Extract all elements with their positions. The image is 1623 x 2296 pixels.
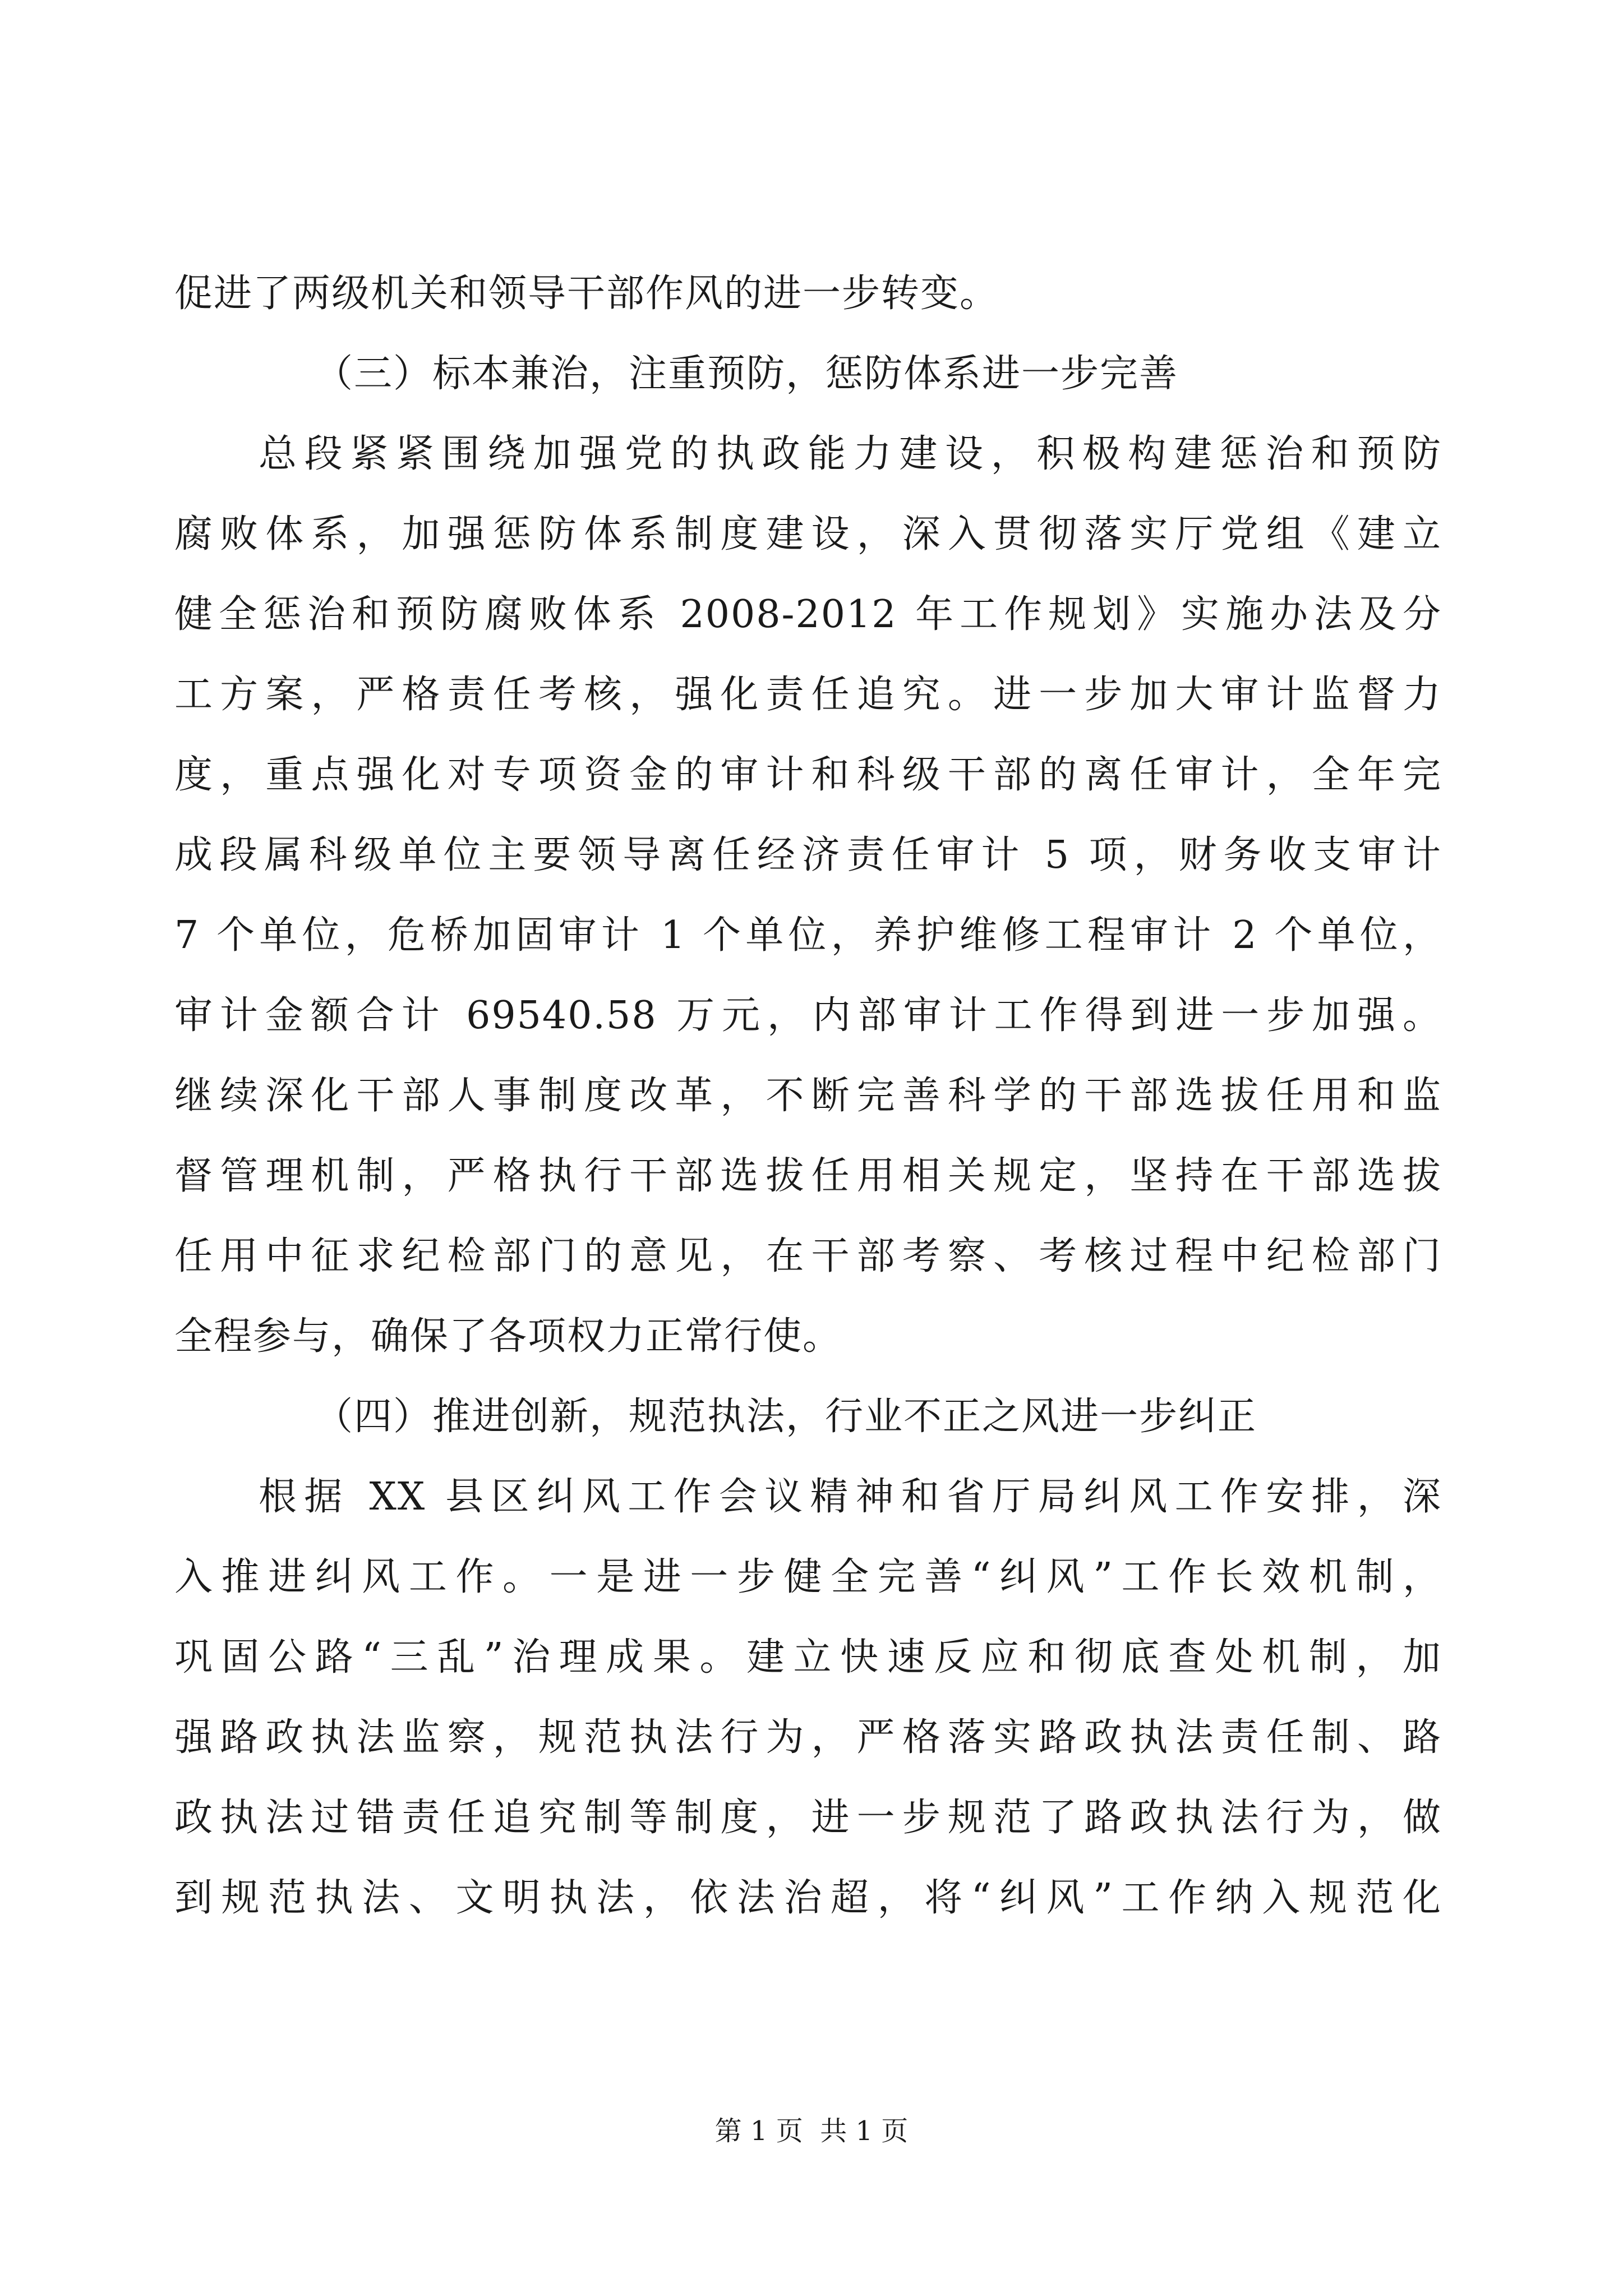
paragraph-line: 到规范执法、文明执法，依法治超，将“纠风”工作纳入规范化 xyxy=(174,1876,1442,1920)
paragraph-line: 7 个单位，危桥加固审计 1 个单位，养护维修工程审计 2 个单位， xyxy=(174,913,1442,958)
paragraph-line: 继续深化干部人事制度改革，不断完善科学的干部选拔任用和监 xyxy=(174,1074,1442,1118)
section-heading-4: （四）推进创新，规范执法，行业不正之风进一步纠正 xyxy=(315,1395,1257,1439)
paragraph-line: 工方案，严格责任考核，强化责任追究。进一步加大审计监督力 xyxy=(174,673,1442,717)
page-number-footer: 第 1 页 共 1 页 xyxy=(714,2115,909,2147)
paragraph-line: 全程参与，确保了各项权力正常行使。 xyxy=(174,1314,842,1359)
paragraph-line: 强路政执法监察，规范执法行为，严格落实路政执法责任制、路 xyxy=(174,1715,1442,1760)
paragraph-line: 督管理机制，严格执行干部选拔任用相关规定，坚持在干部选拔 xyxy=(174,1154,1442,1198)
paragraph-line: 根据 XX 县区纠风工作会议精神和省厅局纠风工作安排，深 xyxy=(259,1475,1442,1519)
paragraph-line: 成段属科级单位主要领导离任经济责任审计 5 项，财务收支审计 xyxy=(174,833,1442,877)
paragraph-line: 巩固公路“三乱”治理成果。建立快速反应和彻底查处机制，加 xyxy=(174,1635,1442,1680)
paragraph-line: 总段紧紧围绕加强党的执政能力建设，积极构建惩治和预防 xyxy=(259,432,1442,476)
paragraph-line: 政执法过错责任追究制等制度，进一步规范了路政执法行为，做 xyxy=(174,1796,1442,1840)
paragraph-line: 促进了两级机关和领导干部作风的进一步转变。 xyxy=(174,272,999,316)
paragraph-line: 入推进纠风工作。一是进一步健全完善“纠风”工作长效机制， xyxy=(174,1555,1442,1599)
paragraph-line: 任用中征求纪检部门的意见，在干部考察、考核过程中纪检部门 xyxy=(174,1234,1442,1278)
paragraph-line: 健全惩治和预防腐败体系 2008-2012 年工作规划》实施办法及分 xyxy=(174,592,1442,637)
document-body xyxy=(174,254,1442,1938)
paragraph-line: 腐败体系，加强惩防体系制度建设，深入贯彻落实厅党组《建立 xyxy=(174,512,1442,556)
section-heading-3: （三）标本兼治，注重预防，惩防体系进一步完善 xyxy=(315,352,1179,396)
paragraph-line: 度，重点强化对专项资金的审计和科级干部的离任审计，全年完 xyxy=(174,753,1442,797)
paragraph-line: 审计金额合计 69540.58 万元，内部审计工作得到进一步加强。 xyxy=(174,993,1442,1038)
